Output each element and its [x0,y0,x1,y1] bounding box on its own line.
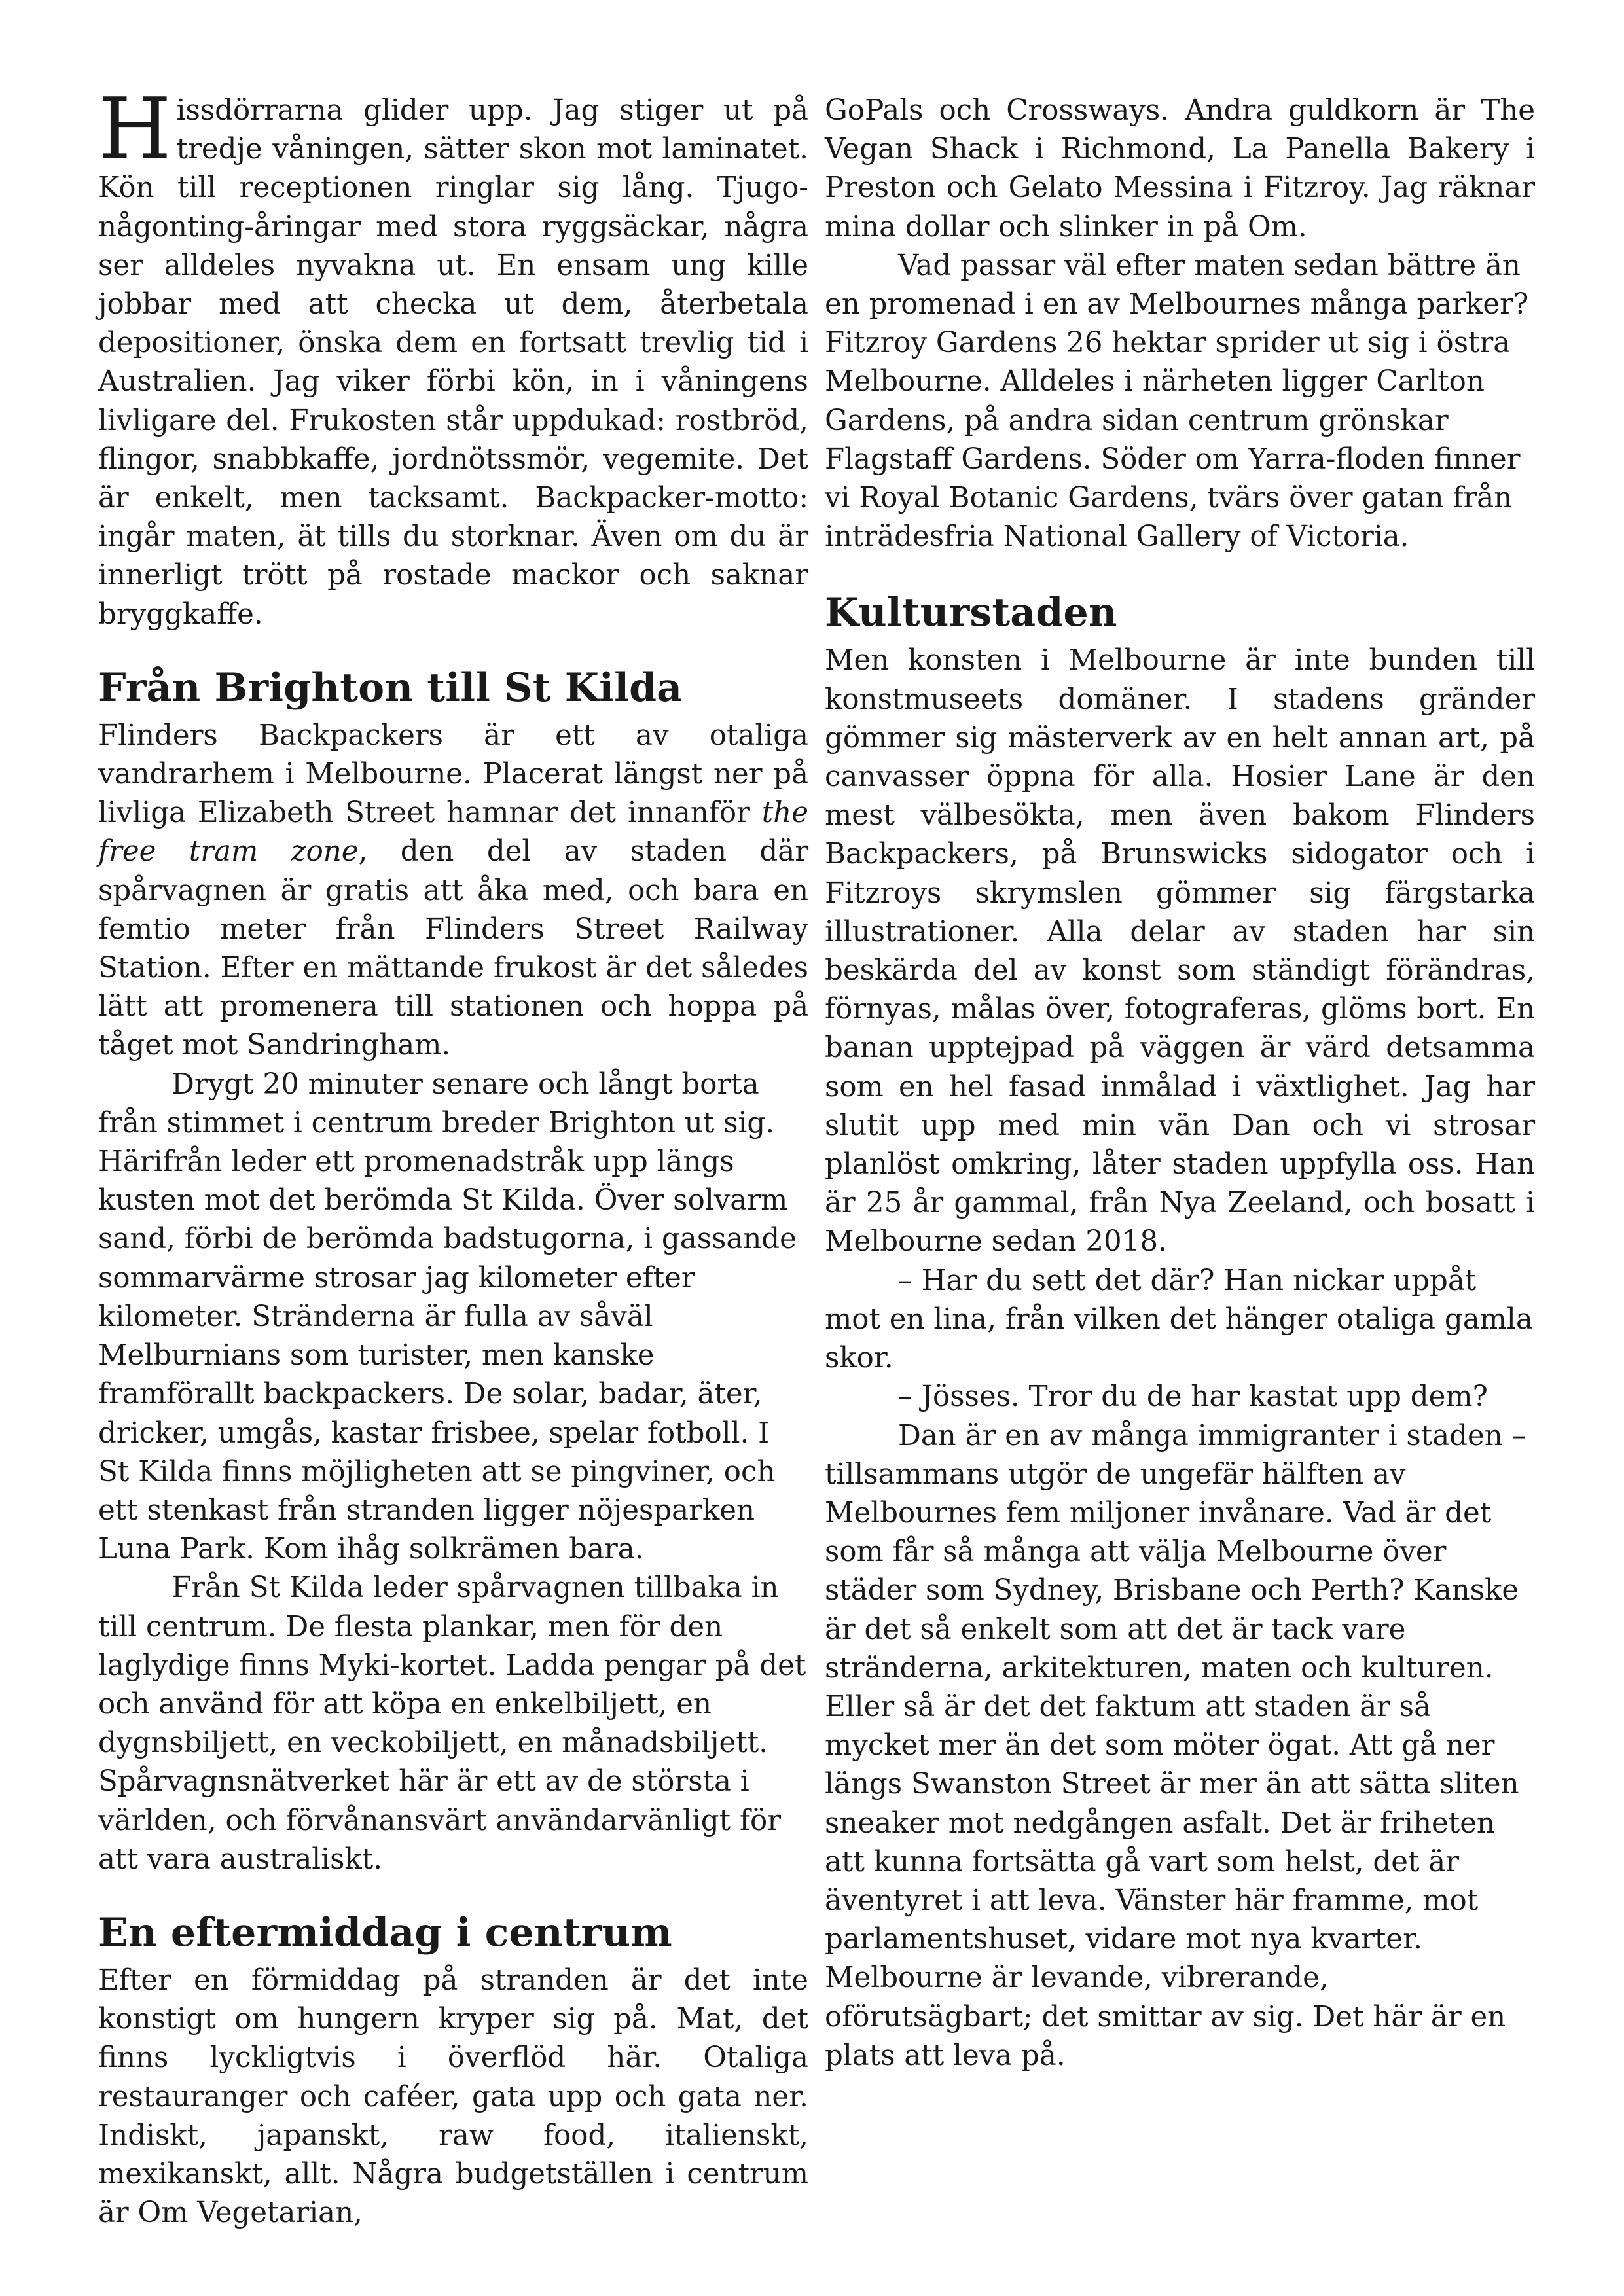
left-column [98,81,808,2233]
section2-paragraph-1: Efter en förmiddag på stranden är det inte konstigt om hungern kryper sig på. Mat, det finns lyckligtvis i överflöd här. Otaliga restauranger och caféer, gata upp och gata ner. Indiskt, japanskt, raw food, italienskt, mexikanskt, allt. Några budgetställen i centrum är Om Vegetarian, [98,1964,808,2230]
section-heading-brighton: Från Brighton till St Kilda [98,664,683,711]
section1-p1-text-b: , den del av staden där spårvagnen är gratis att åka med, och bara en femtio meter från Flinders Street Railway Station. Efter en mättande frukost är det således lätt att promenera till stationen och hoppa på tåget mot Sandringham. [98,835,808,1062]
drop-cap: H [98,81,171,178]
section-heading-kulturstaden: Kulturstaden [825,590,1117,636]
section3-paragraph-2: – Har du sett det där? Han nickar uppåt mot en lina, från vilken det hänger otaliga gamla skor. [825,1264,1533,1375]
section3-paragraph-3: – Jösses. Tror du de har kastat upp dem? [898,1380,1488,1414]
section3-paragraph-4: Dan är en av många immigranter i staden – tillsammans utgör de ungefär hälften av Melbournes fem miljoner invånare. Vad är det som får så många att välja Melbourne över städer som Sydney, Brisbane och Perth? Kanske är det så enkelt som att det är tack vare stränderna, arkitekturen, maten och kulturen. Eller så är det det faktum att staden är så mycket mer än det som möter ögat. Att gå ner längs Swanston Street är mer än att sätta sliten sneaker mot nedgången asfalt. Det är friheten att kunna fortsätta gå vart som helst, det är äventyret i att leva. Vänster här framme, mot parlamentshuset, vidare mot nya kvarter. Melbourne är levande, vibrerande, oförutsägbart; det smittar av sig. Det här är en plats att leva på. [825,1419,1526,2072]
section1-p1-text-a: Flinders Backpackers är ett av otaliga vandrarhem i Melbourne. Placerat längst ner på livliga Elizabeth Street hamnar det innanför [98,719,808,830]
intro-paragraph [98,81,808,634]
section-heading-centrum: En eftermiddag i centrum [98,1909,672,1956]
section3-paragraph-1: Men konsten i Melbourne är inte bunden till konstmuseets domäner. I stadens gränder gömmer sig mästerverk av en helt annan art, på canvasser öppna för alla. Hosier Lane är den mest välbesökta, men även bakom Flinders Backpackers, på Brunswicks sidogator och i Fitzroys skrymslen gömmer sig färgstarka illustrationer. Alla delar av staden har sin beskärda del av konst som ständigt förändras, förnyas, målas över, fotograferas, glöms bort. En banan upptejpad på väggen är värd detsamma som en hel fasad inmålad i växtlighet. Jag har slutit upp med min vän Dan och vi strosar planlöst omkring, låter staden uppfylla oss. Han är 25 år gammal, från Nya Zeeland, och bosatt i Melbourne sedan 2018. [825,644,1535,1259]
section2-paragraph-2: Vad passar väl efter maten sedan bättre än en promenad i en av Melbournes många parker? Fitzroy Gardens 26 hektar sprider ut sig i östra Melbourne. Alldeles i närheten ligger Carlton Gardens, på andra sidan centrum grönskar Flagstaff Gardens. Söder om Yarra-floden finner vi Royal Botanic Gardens, tvärs över gatan från inträdesfria National Gallery of Victoria. [825,249,1529,554]
section1-paragraph-1 [98,717,808,1066]
intro-text: issdörrarna glider upp. Jag stiger ut på tredje våningen, sätter skon mot laminatet. Kön till receptionen ringlar sig lång. Tjugo-någonting-åringar med stora ryggsäckar, några ser alldeles nyvakna ut. En ensam ung kille jobbar med att checka ut dem, återbetala depositioner, önska dem en fortsatt trevlig tid i Australien. Jag viker förbi kön, in i våningens livligare del. Frukosten står uppdukad: rostbröd, flingor, snabbkaffe, jordnötssmör, vegemite. Det är enkelt, men tacksamt. Backpacker-motto: ingår maten, ät tills du storknar. Även om du är innerligt trött på rostade mackor och saknar bryggkaffe. [98,94,808,631]
right-column [825,92,1535,2075]
section1-paragraph-2: Drygt 20 minuter senare och långt borta från stimmet i centrum breder Brighton ut sig. Härifrån leder ett promenadstråk upp längs kusten mot det berömda St Kilda. Över solvarm sand, förbi de berömda badstugorna, i gassande sommarvärme strosar jag kilometer efter kilometer. Stränderna är fulla av såväl Melburnians som turister, men kanske framförallt backpackers. De solar, badar, äter, dricker, umgås, kastar frisbee, spelar fotboll. I St Kilda finns möjligheten att se pingviner, och ett stenkast från stranden ligger nöjesparken Luna Park. Kom ihåg solkrämen bara. [98,1067,797,1566]
section1-paragraph-3: Från St Kilda leder spårvagnen tillbaka in till centrum. De flesta plankar, men för den laglydige finns Myki-kortet. Ladda pengar på det och använd för att köpa en enkelbiljett, en dygnsbiljett, en veckobiljett, en månadsbiljett. Spårvagnsnätverket här är ett av de största i världen, och förvånansvärt användarvänligt för att vara australiskt. [98,1571,806,1876]
section2-paragraph-1-continued: GoPals och Crossways. Andra guldkorn är The Vegan Shack i Richmond, La Panella Bakery i Preston och Gelato Messina i Fitzroy. Jag räknar mina dollar och slinker in på Om. [825,94,1535,243]
section1-p1-italic: the free tram zone [98,797,808,869]
